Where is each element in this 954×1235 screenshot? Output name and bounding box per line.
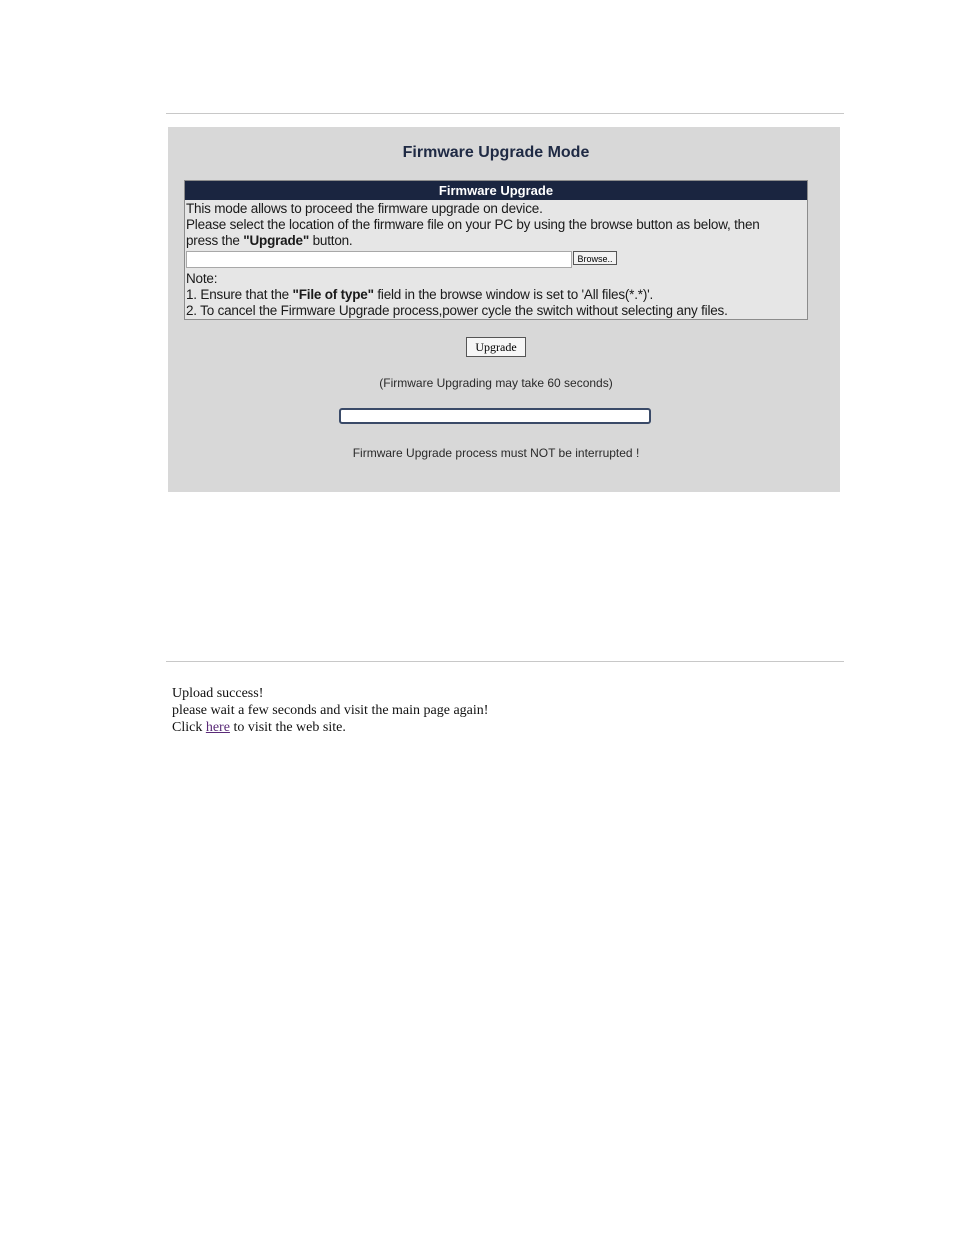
note-2: 2. To cancel the Firmware Upgrade process,power cycle the switch without selecting any files.: [186, 303, 728, 318]
result-line-3: [172, 719, 488, 736]
middle-divider: [166, 661, 844, 662]
note-1-bold: "File of type": [292, 287, 374, 302]
interrupt-warning: Firmware Upgrade process must NOT be interrupted !: [352, 446, 640, 460]
intro-line-3: [186, 233, 807, 249]
firmware-file-input[interactable]: [186, 251, 572, 268]
result-line-3-suffix: to visit the web site.: [229, 720, 346, 735]
upload-result-message: [172, 685, 488, 736]
intro-line-3-suffix: button.: [309, 233, 353, 248]
note-1-prefix: 1. Ensure that the: [186, 287, 293, 302]
firmware-upgrade-panel: [168, 127, 840, 492]
note-1: [186, 287, 807, 303]
result-line-3-prefix: Click: [172, 720, 206, 735]
note-label: Note:: [186, 271, 218, 286]
intro-line-2: Please select the location of the firmware file on your PC by using the browse button as below, then: [186, 217, 760, 232]
result-line-1: Upload success!: [172, 686, 264, 701]
note-1-suffix: field in the browse window is set to 'All files(*.*)'.: [373, 287, 654, 302]
result-line-2: please wait a few seconds and visit the main page again!: [172, 703, 489, 718]
visit-site-link[interactable]: here: [205, 720, 230, 735]
intro-line-1: This mode allows to proceed the firmware upgrade on device.: [186, 201, 543, 216]
top-divider: [166, 113, 844, 114]
box-body: [185, 200, 807, 319]
intro-line-3-bold: "Upgrade": [243, 233, 310, 248]
upgrade-button[interactable]: Upgrade: [466, 337, 526, 357]
firmware-upgrade-box: [184, 180, 808, 320]
upgrade-progress-bar: [339, 408, 651, 424]
page-title: Firmware Upgrade Mode: [402, 144, 590, 161]
box-header: Firmware Upgrade: [185, 181, 807, 200]
intro-line-3-prefix: press the: [186, 233, 244, 248]
upgrade-time-notice: (Firmware Upgrading may take 60 seconds): [379, 376, 613, 390]
browse-button[interactable]: Browse..: [573, 251, 617, 265]
file-select-row: [186, 250, 807, 270]
